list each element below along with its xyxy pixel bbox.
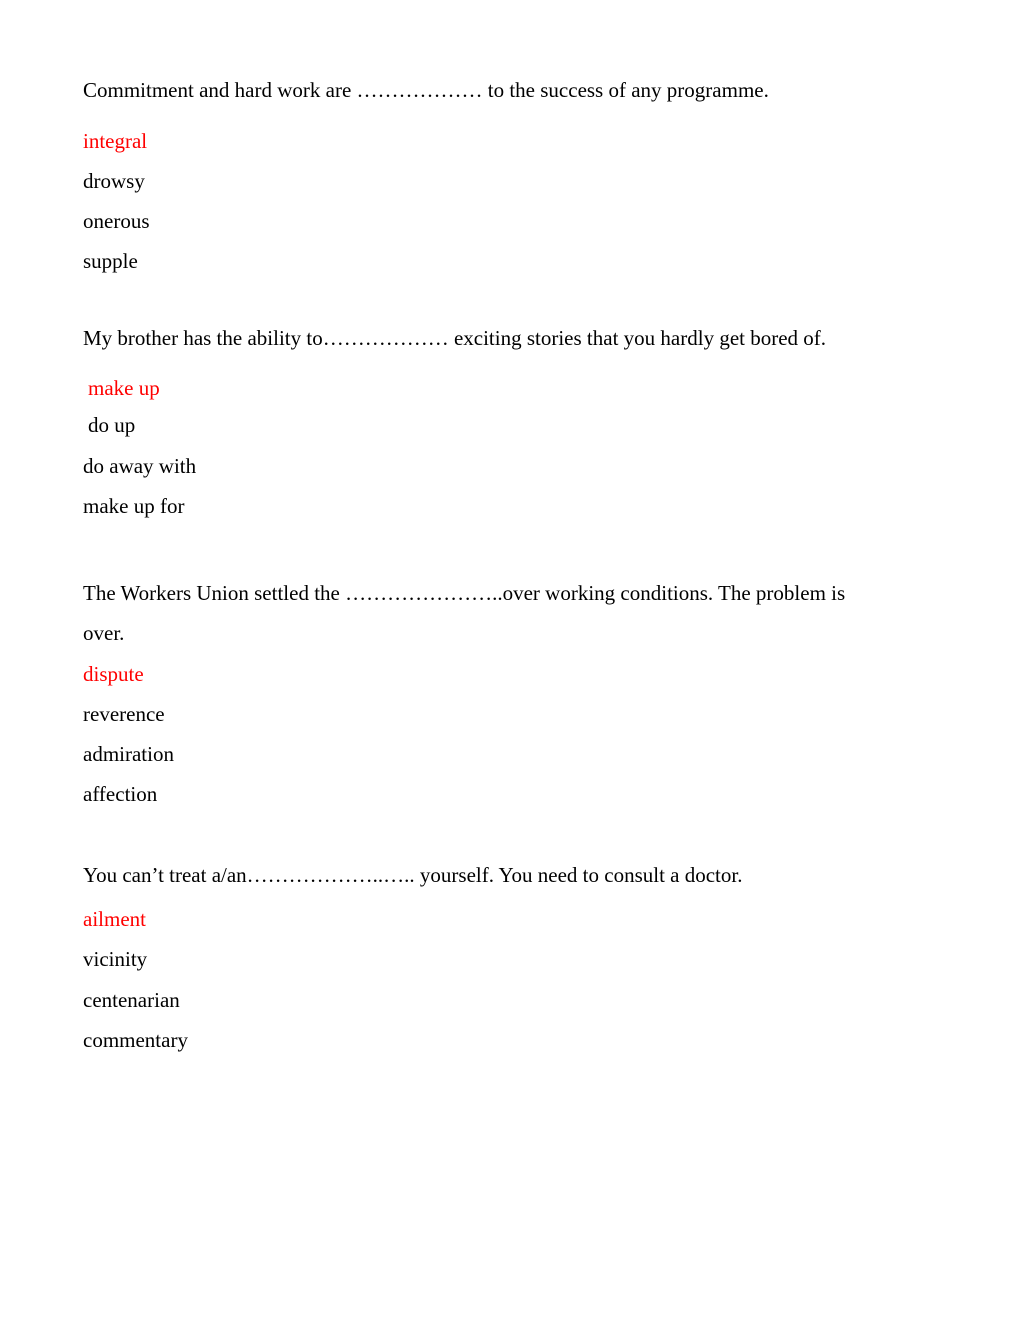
question-1-option-4: supple (83, 249, 138, 273)
question-2-option-1-correct-answer: make up (88, 376, 160, 400)
question-3-prompt-line-1: The Workers Union settled the …………………..over working conditions. The problem is (83, 581, 846, 605)
question-3-prompt-line-2: over. (83, 621, 125, 645)
question-3-option-2: reverence (83, 702, 165, 726)
question-4-option-2: vicinity (83, 947, 148, 971)
question-2-option-4: make up for (83, 494, 185, 518)
question-2-option-3: do away with (83, 454, 197, 478)
question-3-option-1-correct-answer: dispute (83, 662, 144, 686)
question-4-prompt: You can’t treat a/an………………..….. yourself. You need to consult a doctor. (83, 863, 743, 887)
question-3-option-4: affection (83, 782, 158, 806)
question-3-option-3: admiration (83, 742, 174, 766)
question-1-option-1-correct-answer: integral (83, 129, 148, 153)
question-2-prompt: My brother has the ability to……………… exciting stories that you hardly get bored of. (83, 326, 827, 350)
question-4-option-3: centenarian (83, 988, 180, 1012)
question-4-option-1-correct-answer: ailment (83, 907, 146, 931)
question-4-option-4: commentary (83, 1028, 188, 1052)
question-1-option-3: onerous (83, 209, 150, 233)
question-1-option-2: drowsy (83, 169, 145, 193)
question-1-prompt: Commitment and hard work are ……………… to the success of any programme. (83, 78, 769, 102)
question-2-option-2: do up (88, 413, 136, 437)
